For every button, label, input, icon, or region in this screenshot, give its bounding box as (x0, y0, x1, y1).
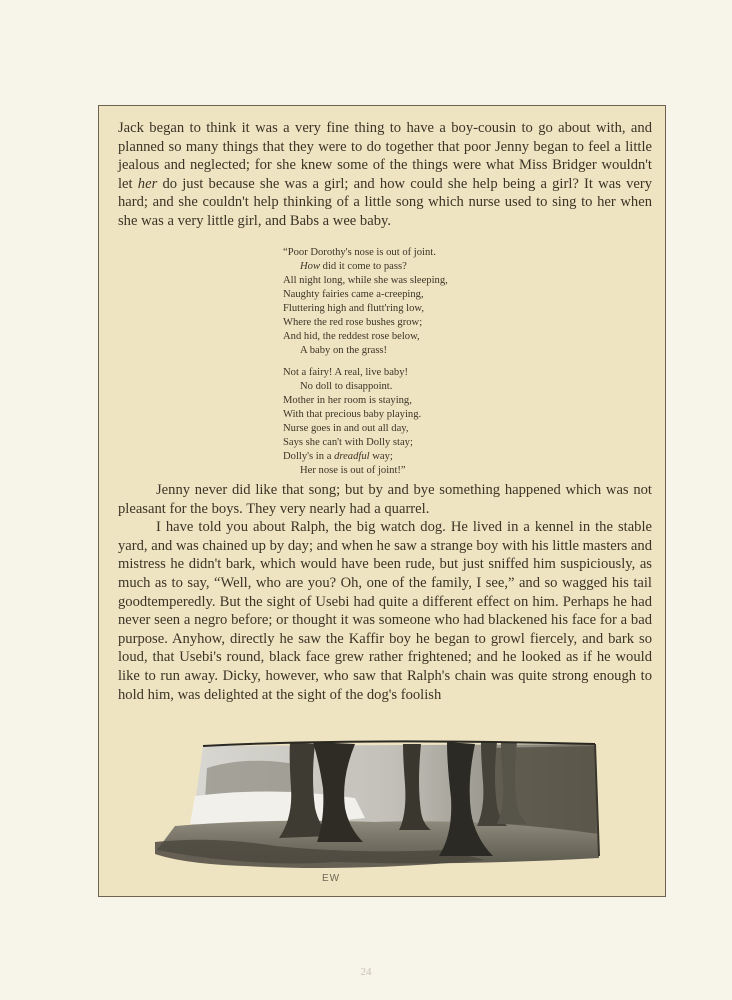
poem-line (283, 450, 523, 464)
poem-line: Where the red rose bushes grow; (283, 317, 423, 328)
story-text (118, 119, 652, 231)
poem-line-rest: did it come to pass? (320, 261, 407, 272)
poem-line: With that precious baby playing. (283, 409, 422, 420)
poem-line: Not a fairy! A real, live baby! (283, 367, 409, 378)
poem-line (283, 260, 523, 274)
paragraph-3: I have told you about Ralph, the big watch dog. He lived in a kennel in the stable yard, and was chained up by day; and when he saw a strange boy with his little masters and mistress he didn't bark, which would have been rude, but just sniffed him suspiciously, as much as to say, “Well, who are you? Oh, one of the family, I see,” and so wagged his tail goodtemperedly. But the sight of Usebi had quite a different effect on him. Perhaps he had never seen a negro before; or thought it was someone who had blackened his face for a bad purpose. Anyhow, directly he saw the Kaffir boy he began to growl fiercely, and bark so loud, that Usebi's round, black face grew rather frightened; and he looked as if he would like to run away. Dicky, however, who saw that Ralph's chain was quite strong enough to hold him, was delighted at the sight of the dog's foolish (118, 519, 652, 703)
woodland-illustration (155, 738, 605, 888)
poem-emphasis: How (300, 261, 321, 272)
paragraph-1-text-a: Jack began to think it was a very fine thing to have a boy-cousin to go about with, and planned so many things that they were to do together that poor Jenny began to feel a little jealous and neglected; for she knew some of the things were what Miss Bridger wouldn't let (118, 120, 652, 192)
poem-line: No doll to disappoint. (300, 381, 393, 392)
paragraph-1-text-b: do just because she was a girl; and how could she help being a girl? It was very hard; and she couldn't help thinking of a little song which nurse used to sing to her when she was a very little girl, and Babs a wee baby. (118, 175, 652, 229)
poem-line: Fluttering high and flutt'ring low, (283, 303, 424, 314)
paragraph-1-emphasis: her (137, 175, 158, 192)
poem-line: All night long, while she was sleeping, (283, 275, 448, 286)
artist-signature: EW (322, 873, 341, 884)
poem-line: Naughty fairies came a-creeping, (283, 289, 424, 300)
page-number: 24 (360, 966, 372, 978)
poem-line: “Poor Dorothy's nose is out of joint. (283, 247, 436, 258)
poem-stanza-2 (283, 366, 523, 478)
poem-line-start: Dolly's in a (283, 451, 335, 462)
paragraph-1 (118, 119, 652, 231)
poem-line: Her nose is out of joint!” (300, 465, 406, 476)
paragraph-2: Jenny never did like that song; but by and bye something happened which was not pleasant for the boys. They very nearly had a quarrel. (118, 482, 652, 517)
poem-line: A baby on the grass! (300, 345, 388, 356)
story-text-continued (118, 481, 652, 704)
poem-stanza-1 (283, 246, 523, 358)
poem-line: Says she can't with Dolly stay; (283, 437, 413, 448)
poem-emphasis: dreadful (334, 451, 370, 462)
poem-line: Nurse goes in and out all day, (283, 423, 409, 434)
poem-line-end: way; (369, 451, 393, 462)
poem-line: And hid, the reddest rose below, (283, 331, 420, 342)
poem-line: Mother in her room is staying, (283, 395, 412, 406)
